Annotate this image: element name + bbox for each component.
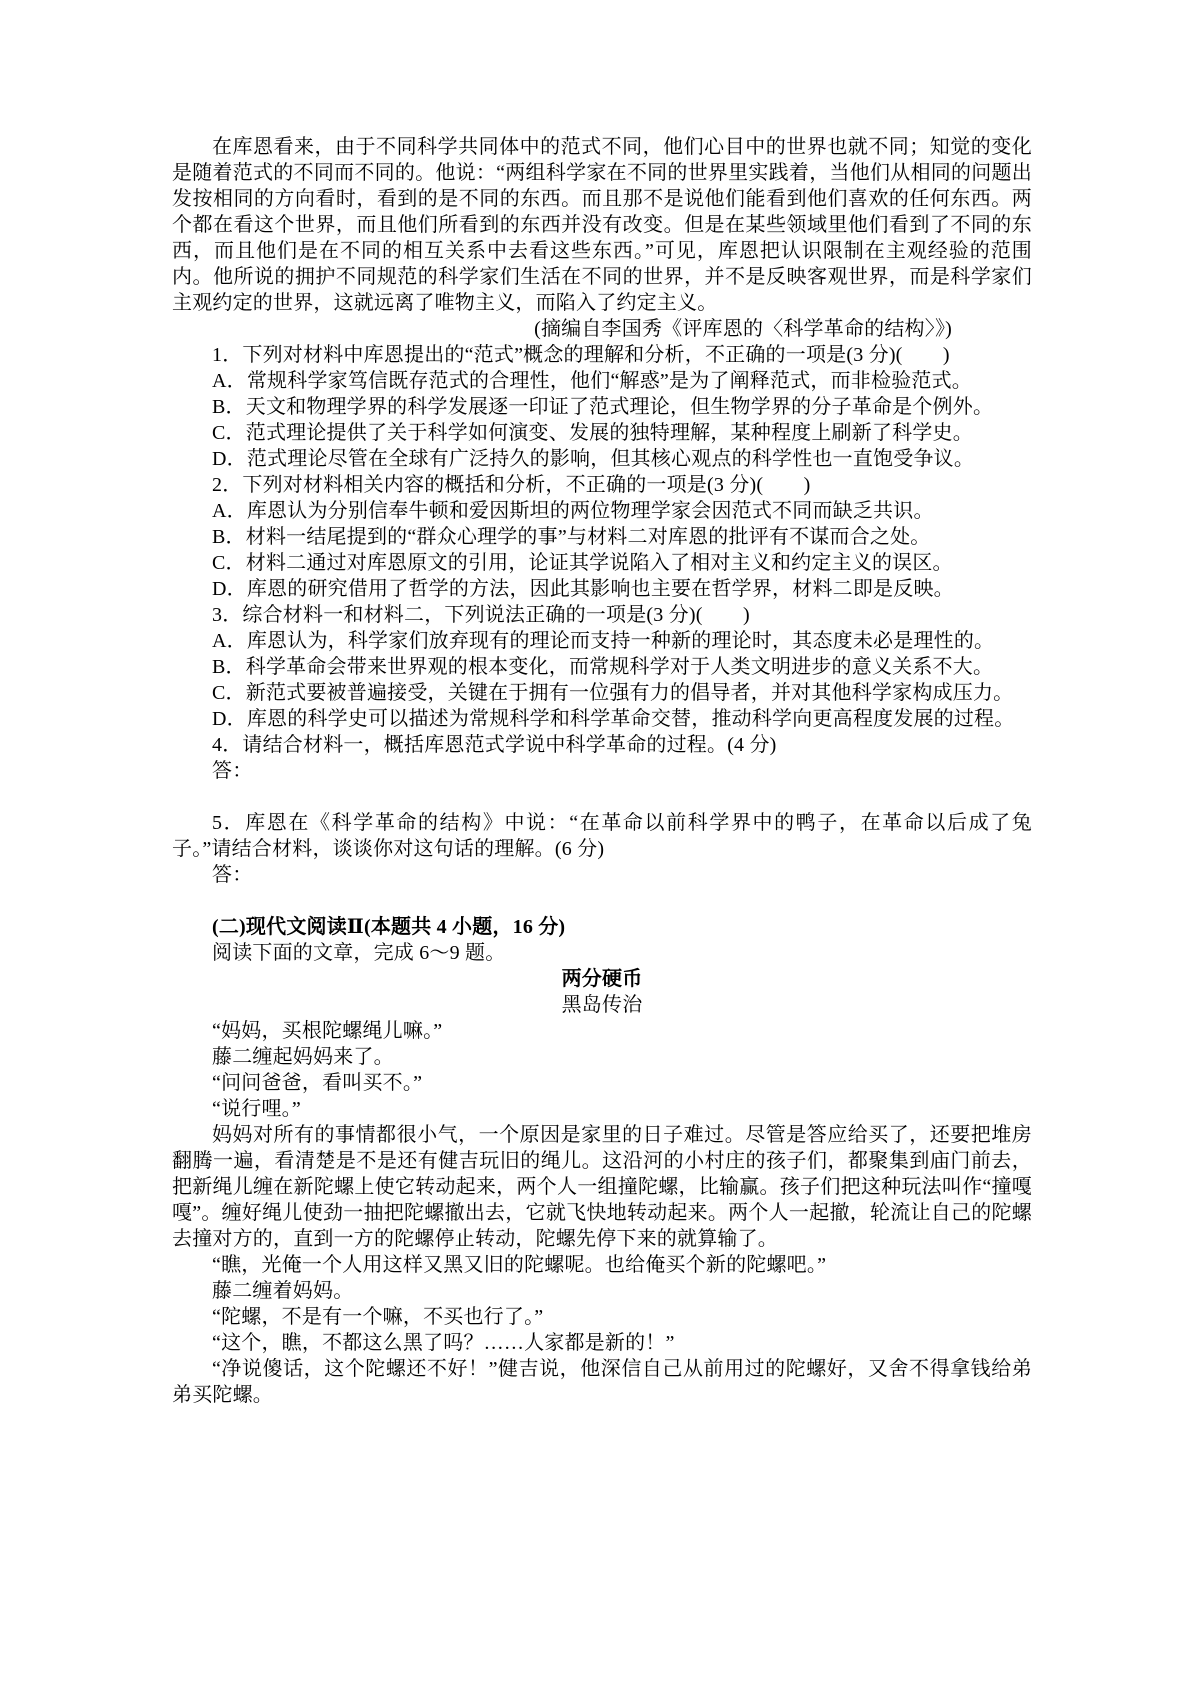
question-1-stem: 1．下列对材料中库恩提出的“范式”概念的理解和分析，不正确的一项是(3 分)( ) [212,344,950,366]
blank-line [172,784,1032,810]
question-5-stem: 5．库恩在《科学革命的结构》中说：“在革命以前科学界中的鸭子，在革命以后成了兔子。”请结合材料，谈谈你对这句话的理解。(6 分) [172,812,1032,860]
story-paragraph-10: “净说傻话，这个陀螺还不好！”健吉说，他深信自己从前用过的陀螺好，又舍不得拿钱给弟弟买陀螺。 [172,1358,1032,1406]
story-dialogue-6: “瞧，光俺一个人用这样又黑又旧的陀螺呢。也给俺买个新的陀螺吧。” [212,1254,827,1276]
story-title: 两分硬币 [561,968,643,990]
question-3-option-d: D．库恩的科学史可以描述为常规科学和科学革命交替，推动科学向更高程度发展的过程。 [212,708,1015,730]
story-dialogue-8: “陀螺，不是有一个嘛，不买也行了。” [212,1306,544,1328]
question-3-stem: 3．综合材料一和材料二，下列说法正确的一项是(3 分)( ) [212,604,750,626]
question-2-stem: 2．下列对材料相关内容的概括和分析，不正确的一项是(3 分)( ) [212,474,811,496]
question-3-option-b: B．科学革命会带来世界观的根本变化，而常规科学对于人类文明进步的意义关系不大。 [212,656,994,678]
question-3-option-a: A．库恩认为，科学家们放弃现有的理论而支持一种新的理论时，其态度未必是理性的。 [212,630,995,652]
question-2-option-c: C．材料二通过对库恩原文的引用，论证其学说陷入了相对主义和约定主义的误区。 [212,552,953,574]
document-body [172,134,1032,1408]
story-dialogue-1: “妈妈，买根陀螺绳儿嘛。” [212,1020,443,1042]
story-line-2: 藤二缠起妈妈来了。 [212,1046,394,1068]
question-1-option-b: B．天文和物理学界的科学发展逐一印证了范式理论，但生物学界的分子革命是个例外。 [212,396,994,418]
reading-instruction: 阅读下面的文章，完成 6～9 题。 [212,942,506,964]
story-line-7: 藤二缠着妈妈。 [212,1280,354,1302]
blank-line [172,888,1032,914]
story-author: 黑岛传治 [561,994,643,1016]
source-attribution: (摘编自李国秀《评库恩的〈科学革命的结构〉》) [534,318,952,340]
question-2-option-a: A．库恩认为分别信奉牛顿和爱因斯坦的两位物理学家会因范式不同而缺乏共识。 [212,500,934,522]
question-2-option-d: D．库恩的研究借用了哲学的方法，因此其影响也主要在哲学界，材料二即是反映。 [212,578,954,600]
question-4-stem: 4．请结合材料一，概括库恩范式学说中科学革命的过程。(4 分) [212,734,777,756]
question-5-answer-label: 答： [212,864,253,886]
question-1-option-a: A．常规科学家笃信既存范式的合理性，他们“解惑”是为了阐释范式，而非检验范式。 [212,370,972,392]
story-dialogue-4: “说行哩。” [212,1098,301,1120]
question-1-option-d: D．范式理论尽管在全球有广泛持久的影响，但其核心观点的科学性也一直饱受争议。 [212,448,975,470]
material-passage: 在库恩看来，由于不同科学共同体中的范式不同，他们心目中的世界也就不同；知觉的变化是随着范式的不同而不同的。他说：“两组科学家在不同的世界里实践着，当他们从相同的问题出发按相同的方向看时，看到的是不同的东西。而且那不是说他们能看到他们喜欢的任何东西。两个都在看这个世界，而且他们所看到的东西并没有改变。但是在某些领域里他们看到了不同的东西，而且他们是在不同的相互关系中去看这些东西。”可见，库恩把认识限制在主观经验的范围内。他所说的拥护不同规范的科学家们生活在不同的世界，并不是反映客观世界，而是科学家们主观约定的世界，这就远离了唯物主义，而陷入了约定主义。 [172,136,1032,314]
story-dialogue-9: “这个，瞧，不都这么黑了吗？……人家都是新的！” [212,1332,675,1354]
question-3-option-c: C．新范式要被普遍接受，关键在于拥有一位强有力的倡导者，并对其他科学家构成压力。 [212,682,1014,704]
story-paragraph-5: 妈妈对所有的事情都很小气，一个原因是家里的日子难过。尽管是答应给买了，还要把堆房翻腾一遍，看清楚是不是还有健吉玩旧的绳儿。这沿河的小村庄的孩子们，都聚集到庙门前去，把新绳儿缠在新陀螺上使它转动起来，两个人一组撞陀螺，比输赢。孩子们把这种玩法叫作“撞嘎嘎”。缠好绳儿使劲一抽把陀螺撤出去，它就飞快地转动起来。两个人一起撤，轮流让自己的陀螺去撞对方的，直到一方的陀螺停止转动，陀螺先停下来的就算输了。 [172,1124,1032,1250]
question-4-answer-label: 答： [212,760,253,782]
question-1-option-c: C．范式理论提供了关于科学如何演变、发展的独特理解，某种程度上刷新了科学史。 [212,422,973,444]
section-2-heading: (二)现代文阅读Ⅱ(本题共 4 小题，16 分) [212,916,566,938]
story-dialogue-3: “问问爸爸，看叫买不。” [212,1072,423,1094]
question-2-option-b: B．材料一结尾提到的“群众心理学的事”与材料二对库恩的批评有不谋而合之处。 [212,526,931,548]
